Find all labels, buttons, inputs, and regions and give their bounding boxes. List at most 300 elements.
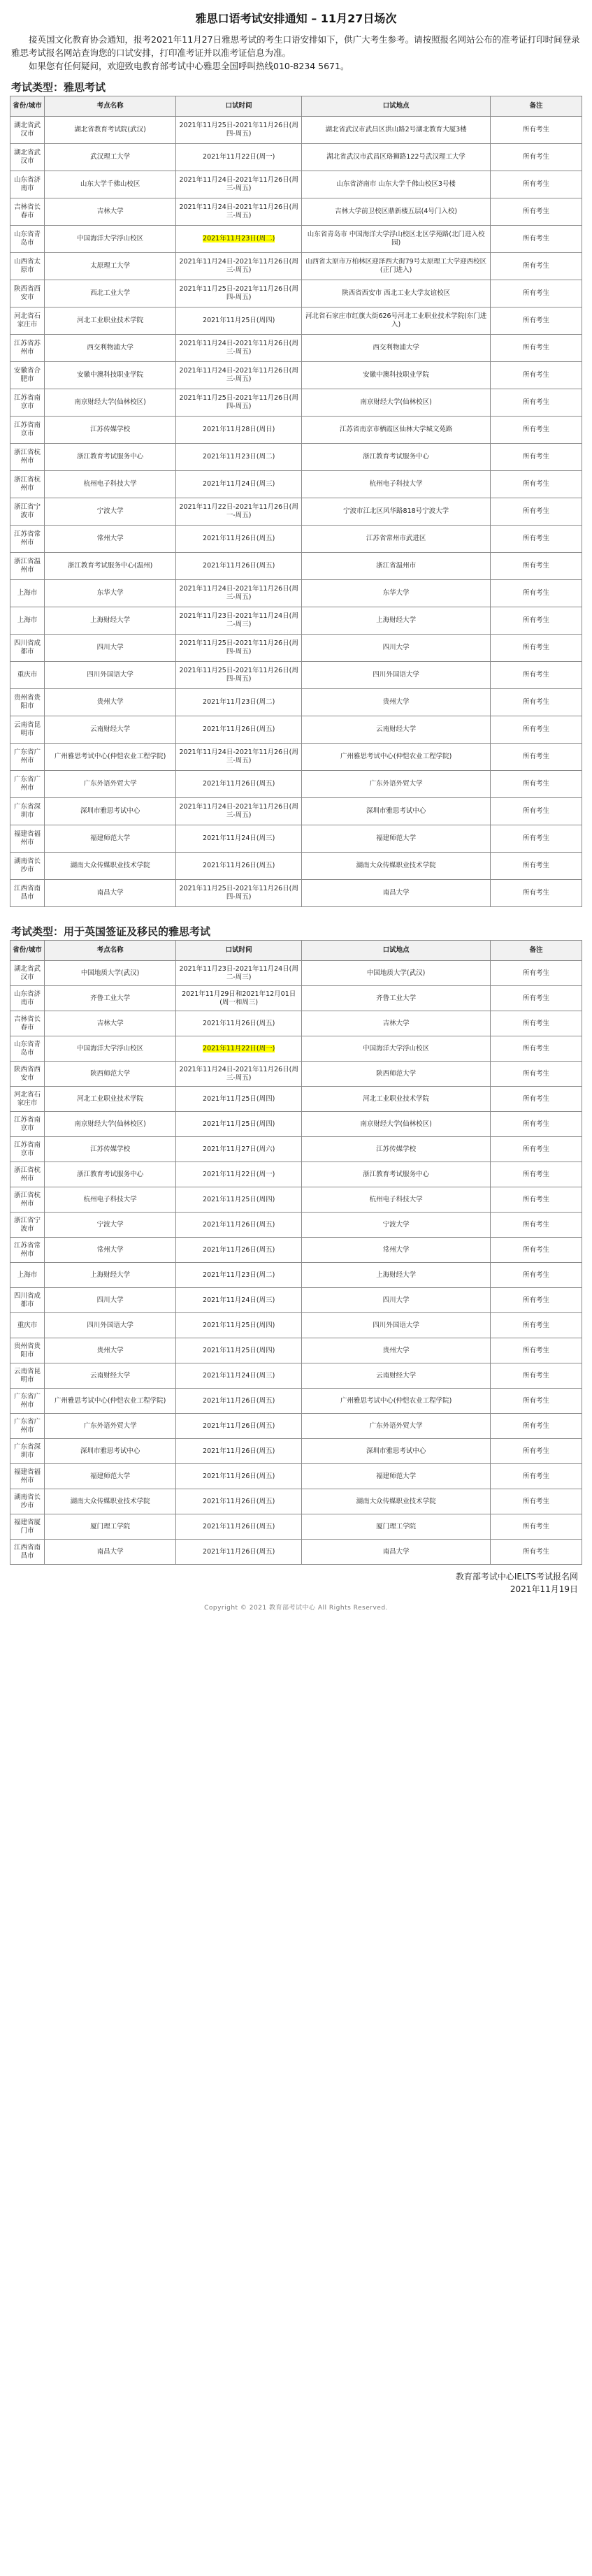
table-row xyxy=(10,825,582,853)
cell-venue: 厦门理工学院 xyxy=(45,1514,176,1540)
cell-venue: 太原理工大学 xyxy=(45,253,176,280)
table-body-ielts xyxy=(10,117,582,907)
cell-date: 2021年11月25日(周四) xyxy=(176,1313,302,1338)
table-row xyxy=(10,417,582,444)
cell-note: 所有考生 xyxy=(491,825,582,853)
cell-city: 上海市 xyxy=(10,1263,45,1288)
cell-note: 所有考生 xyxy=(491,1389,582,1414)
cell-date: 2021年11月24日-2021年11月26日(周三-周五) xyxy=(176,198,302,226)
cell-venue: 福建师范大学 xyxy=(45,1464,176,1489)
table-row xyxy=(10,853,582,880)
cell-venue: 广东外语外贸大学 xyxy=(45,1414,176,1439)
cell-note: 所有考生 xyxy=(491,1313,582,1338)
cell-date: 2021年11月25日-2021年11月26日(周四-周五) xyxy=(176,662,302,689)
cell-city: 江西省南昌市 xyxy=(10,880,45,907)
cell-note: 所有考生 xyxy=(491,1288,582,1313)
cell-date: 2021年11月25日-2021年11月26日(周四-周五) xyxy=(176,280,302,307)
cell-city: 山东省济南市 xyxy=(10,171,45,198)
cell-city: 浙江省杭州市 xyxy=(10,1162,45,1187)
table-row xyxy=(10,307,582,335)
cell-date: 2021年11月26日(周五) xyxy=(176,1540,302,1565)
cell-note: 所有考生 xyxy=(491,362,582,389)
table-row xyxy=(10,1313,582,1338)
cell-address: 深圳市雅思考试中心 xyxy=(302,1439,491,1464)
cell-address: 南京财经大学(仙林校区) xyxy=(302,1112,491,1137)
cell-note: 所有考生 xyxy=(491,716,582,744)
table-row xyxy=(10,716,582,744)
cell-date: 2021年11月26日(周五) xyxy=(176,771,302,798)
cell-address: 湖南大众传媒职业技术学院 xyxy=(302,853,491,880)
cell-address: 杭州电子科技大学 xyxy=(302,471,491,498)
cell-address: 四川大学 xyxy=(302,635,491,662)
header-city: 省份/城市 xyxy=(10,941,45,961)
cell-city: 山东省青岛市 xyxy=(10,226,45,253)
cell-city: 上海市 xyxy=(10,607,45,635)
cell-note: 所有考生 xyxy=(491,961,582,986)
table-row xyxy=(10,1087,582,1112)
cell-city: 湖北省武汉市 xyxy=(10,144,45,171)
cell-address: 杭州电子科技大学 xyxy=(302,1187,491,1213)
table-row xyxy=(10,662,582,689)
cell-date: 2021年11月25日-2021年11月26日(周四-周五) xyxy=(176,880,302,907)
cell-city: 云南省昆明市 xyxy=(10,1363,45,1389)
cell-city: 湖北省武汉市 xyxy=(10,961,45,986)
cell-note: 所有考生 xyxy=(491,1011,582,1036)
cell-venue: 吉林大学 xyxy=(45,198,176,226)
cell-note: 所有考生 xyxy=(491,880,582,907)
cell-venue: 东华大学 xyxy=(45,580,176,607)
table-row xyxy=(10,1011,582,1036)
table-row xyxy=(10,471,582,498)
table-row xyxy=(10,744,582,771)
highlighted-date: 2021年11月23日(周二) xyxy=(203,235,275,243)
cell-date: 2021年11月26日(周五) xyxy=(176,1514,302,1540)
cell-note: 所有考生 xyxy=(491,635,582,662)
table-row xyxy=(10,880,582,907)
cell-note: 所有考生 xyxy=(491,498,582,526)
cell-note: 所有考生 xyxy=(491,1338,582,1363)
cell-note: 所有考生 xyxy=(491,1187,582,1213)
cell-date: 2021年11月25日(周四) xyxy=(176,1338,302,1363)
table-row xyxy=(10,635,582,662)
cell-note: 所有考生 xyxy=(491,1162,582,1187)
cell-date xyxy=(176,226,302,253)
table-row xyxy=(10,526,582,553)
schedule-table-ukvi xyxy=(10,940,582,1565)
cell-venue: 贵州大学 xyxy=(45,689,176,716)
table-row xyxy=(10,1540,582,1565)
cell-venue: 广州雅思考试中心(仲恺农业工程学院) xyxy=(45,744,176,771)
table-row xyxy=(10,171,582,198)
cell-address: 贵州大学 xyxy=(302,1338,491,1363)
cell-address: 浙江省温州市 xyxy=(302,553,491,580)
cell-city: 山西省太原市 xyxy=(10,253,45,280)
cell-address: 浙江教育考试服务中心 xyxy=(302,444,491,471)
cell-note: 所有考生 xyxy=(491,1137,582,1162)
cell-date: 2021年11月26日(周五) xyxy=(176,1439,302,1464)
cell-venue: 南昌大学 xyxy=(45,1540,176,1565)
cell-city: 广东省深圳市 xyxy=(10,1439,45,1464)
cell-note: 所有考生 xyxy=(491,253,582,280)
cell-address: 广东外语外贸大学 xyxy=(302,1414,491,1439)
cell-city: 湖南省长沙市 xyxy=(10,853,45,880)
cell-note: 所有考生 xyxy=(491,417,582,444)
table-row xyxy=(10,553,582,580)
cell-city: 江苏省南京市 xyxy=(10,1112,45,1137)
table-row xyxy=(10,253,582,280)
table-row xyxy=(10,689,582,716)
cell-venue: 西北工业大学 xyxy=(45,280,176,307)
cell-note: 所有考生 xyxy=(491,662,582,689)
cell-note: 所有考生 xyxy=(491,1414,582,1439)
cell-note: 所有考生 xyxy=(491,1363,582,1389)
cell-address: 中国海洋大学浮山校区 xyxy=(302,1036,491,1062)
cell-note: 所有考生 xyxy=(491,171,582,198)
cell-city: 云南省昆明市 xyxy=(10,716,45,744)
cell-note: 所有考生 xyxy=(491,280,582,307)
cell-note: 所有考生 xyxy=(491,553,582,580)
table-row xyxy=(10,771,582,798)
cell-date: 2021年11月24日(周三) xyxy=(176,825,302,853)
cell-venue: 湖北省教育考试院(武汉) xyxy=(45,117,176,144)
cell-venue: 河北工业职业技术学院 xyxy=(45,1087,176,1112)
cell-venue: 吉林大学 xyxy=(45,1011,176,1036)
cell-venue: 云南财经大学 xyxy=(45,716,176,744)
cell-address: 福建师范大学 xyxy=(302,825,491,853)
table-row xyxy=(10,117,582,144)
cell-address: 福建师范大学 xyxy=(302,1464,491,1489)
table-row xyxy=(10,580,582,607)
cell-date: 2021年11月26日(周五) xyxy=(176,1238,302,1263)
table-header-row xyxy=(10,941,582,961)
cell-note: 所有考生 xyxy=(491,1062,582,1087)
cell-date: 2021年11月24日(周三) xyxy=(176,1288,302,1313)
cell-note: 所有考生 xyxy=(491,986,582,1011)
cell-note: 所有考生 xyxy=(491,771,582,798)
cell-note: 所有考生 xyxy=(491,117,582,144)
cell-city: 重庆市 xyxy=(10,662,45,689)
cell-city: 陕西省西安市 xyxy=(10,1062,45,1087)
table-row xyxy=(10,1514,582,1540)
cell-city: 吉林省长春市 xyxy=(10,198,45,226)
cell-city: 湖北省武汉市 xyxy=(10,117,45,144)
footer-signature xyxy=(10,1565,582,1595)
cell-date: 2021年11月23日(周二) xyxy=(176,1263,302,1288)
cell-venue: 四川外国语大学 xyxy=(45,1313,176,1338)
cell-note: 所有考生 xyxy=(491,335,582,362)
cell-date: 2021年11月22日(周一) xyxy=(176,1162,302,1187)
header-address: 口试地点 xyxy=(302,96,491,117)
header-note: 备注 xyxy=(491,941,582,961)
cell-venue: 广东外语外贸大学 xyxy=(45,771,176,798)
cell-city: 四川省成都市 xyxy=(10,1288,45,1313)
cell-address: 四川外国语大学 xyxy=(302,1313,491,1338)
cell-note: 所有考生 xyxy=(491,1514,582,1540)
cell-venue: 南京财经大学(仙林校区) xyxy=(45,1112,176,1137)
cell-address: 宁波大学 xyxy=(302,1213,491,1238)
cell-address: 四川外国语大学 xyxy=(302,662,491,689)
cell-note: 所有考生 xyxy=(491,1540,582,1565)
cell-address: 吉林大学 xyxy=(302,1011,491,1036)
cell-city: 山东省济南市 xyxy=(10,986,45,1011)
cell-city: 贵州省贵阳市 xyxy=(10,1338,45,1363)
table-row xyxy=(10,280,582,307)
cell-address: 河北工业职业技术学院 xyxy=(302,1087,491,1112)
cell-note: 所有考生 xyxy=(491,1489,582,1514)
header-city: 省份/城市 xyxy=(10,96,45,117)
cell-note: 所有考生 xyxy=(491,689,582,716)
cell-date: 2021年11月26日(周五) xyxy=(176,1414,302,1439)
table-row xyxy=(10,362,582,389)
cell-note: 所有考生 xyxy=(491,1464,582,1489)
cell-note: 所有考生 xyxy=(491,580,582,607)
cell-address: 南京财经大学(仙林校区) xyxy=(302,389,491,417)
cell-address: 南昌大学 xyxy=(302,880,491,907)
table-row xyxy=(10,226,582,253)
table-row xyxy=(10,1263,582,1288)
cell-city: 山东省青岛市 xyxy=(10,1036,45,1062)
cell-venue: 中国地质大学(武汉) xyxy=(45,961,176,986)
cell-address: 湖北省武汉市武昌区洪山路2号湖北教育大厦3楼 xyxy=(302,117,491,144)
cell-address: 上海财经大学 xyxy=(302,607,491,635)
cell-date: 2021年11月26日(周五) xyxy=(176,853,302,880)
cell-address: 南昌大学 xyxy=(302,1540,491,1565)
cell-date: 2021年11月26日(周五) xyxy=(176,553,302,580)
cell-city: 广东省广州市 xyxy=(10,1389,45,1414)
schedule-table-ielts xyxy=(10,96,582,907)
cell-venue: 深圳市雅思考试中心 xyxy=(45,1439,176,1464)
cell-venue: 杭州电子科技大学 xyxy=(45,1187,176,1213)
cell-city: 浙江省温州市 xyxy=(10,553,45,580)
cell-venue: 福建师范大学 xyxy=(45,825,176,853)
cell-venue: 四川大学 xyxy=(45,635,176,662)
cell-venue: 南昌大学 xyxy=(45,880,176,907)
cell-note: 所有考生 xyxy=(491,526,582,553)
cell-address: 安徽中澳科技职业学院 xyxy=(302,362,491,389)
table-row xyxy=(10,1338,582,1363)
cell-note: 所有考生 xyxy=(491,307,582,335)
cell-note: 所有考生 xyxy=(491,1263,582,1288)
cell-city: 上海市 xyxy=(10,580,45,607)
cell-venue: 宁波大学 xyxy=(45,1213,176,1238)
cell-note: 所有考生 xyxy=(491,198,582,226)
section-title-ielts: 考试类型：雅思考试 xyxy=(11,81,106,94)
cell-note: 所有考生 xyxy=(491,798,582,825)
table-row xyxy=(10,144,582,171)
cell-note: 所有考生 xyxy=(491,853,582,880)
cell-city: 广东省广州市 xyxy=(10,771,45,798)
cell-city: 江苏省常州市 xyxy=(10,1238,45,1263)
cell-address: 西交利物浦大学 xyxy=(302,335,491,362)
cell-note: 所有考生 xyxy=(491,144,582,171)
cell-date: 2021年11月23日(周二) xyxy=(176,689,302,716)
cell-venue: 云南财经大学 xyxy=(45,1363,176,1389)
cell-city: 安徽省合肥市 xyxy=(10,362,45,389)
cell-date: 2021年11月26日(周五) xyxy=(176,716,302,744)
cell-city: 浙江省宁波市 xyxy=(10,498,45,526)
cell-address: 湖北省武汉市武昌区珞狮路122号武汉理工大学 xyxy=(302,144,491,171)
cell-venue: 四川外国语大学 xyxy=(45,662,176,689)
cell-venue: 宁波大学 xyxy=(45,498,176,526)
cell-date: 2021年11月24日-2021年11月26日(周三-周五) xyxy=(176,362,302,389)
cell-date xyxy=(176,1036,302,1062)
cell-address: 陕西师范大学 xyxy=(302,1062,491,1087)
cell-address: 齐鲁工业大学 xyxy=(302,986,491,1011)
table-row xyxy=(10,1062,582,1087)
cell-city: 浙江省杭州市 xyxy=(10,444,45,471)
header-date: 口试时间 xyxy=(176,96,302,117)
cell-note: 所有考生 xyxy=(491,226,582,253)
header-date: 口试时间 xyxy=(176,941,302,961)
cell-city: 重庆市 xyxy=(10,1313,45,1338)
cell-date: 2021年11月26日(周五) xyxy=(176,526,302,553)
table-row xyxy=(10,1112,582,1137)
table-row xyxy=(10,986,582,1011)
cell-date: 2021年11月24日-2021年11月26日(周三-周五) xyxy=(176,1062,302,1087)
cell-note: 所有考生 xyxy=(491,1439,582,1464)
cell-note: 所有考生 xyxy=(491,1087,582,1112)
cell-address: 四川大学 xyxy=(302,1288,491,1313)
section-title-ukvi: 考试类型：用于英国签证及移民的雅思考试 xyxy=(11,925,211,938)
table-row xyxy=(10,335,582,362)
cell-venue: 河北工业职业技术学院 xyxy=(45,307,176,335)
cell-date: 2021年11月25日(周四) xyxy=(176,1087,302,1112)
cell-venue: 南京财经大学(仙林校区) xyxy=(45,389,176,417)
cell-venue: 武汉理工大学 xyxy=(45,144,176,171)
cell-date: 2021年11月24日-2021年11月26日(周三-周五) xyxy=(176,335,302,362)
cell-venue: 上海财经大学 xyxy=(45,1263,176,1288)
table-row xyxy=(10,1137,582,1162)
cell-date: 2021年11月27日(周六) xyxy=(176,1137,302,1162)
cell-city: 福建省厦门市 xyxy=(10,1514,45,1540)
header-address: 口试地点 xyxy=(302,941,491,961)
cell-address: 上海财经大学 xyxy=(302,1263,491,1288)
cell-venue: 江苏传媒学校 xyxy=(45,1137,176,1162)
table-row xyxy=(10,198,582,226)
footer-date: 2021年11月19日 xyxy=(510,1584,578,1594)
cell-date: 2021年11月25日(周四) xyxy=(176,1112,302,1137)
cell-venue: 中国海洋大学浮山校区 xyxy=(45,226,176,253)
cell-address: 中国地质大学(武汉) xyxy=(302,961,491,986)
cell-venue: 常州大学 xyxy=(45,1238,176,1263)
cell-venue: 浙江教育考试服务中心(温州) xyxy=(45,553,176,580)
copyright: Copyright © 2021 教育部考试中心 All Rights Reserved. xyxy=(204,1605,388,1612)
cell-venue: 广州雅思考试中心(仲恺农业工程学院) xyxy=(45,1389,176,1414)
cell-city: 江苏省苏州市 xyxy=(10,335,45,362)
cell-date: 2021年11月23日(周二) xyxy=(176,444,302,471)
cell-venue: 陕西师范大学 xyxy=(45,1062,176,1087)
cell-city: 江苏省南京市 xyxy=(10,417,45,444)
header-note: 备注 xyxy=(491,96,582,117)
cell-city: 陕西省西安市 xyxy=(10,280,45,307)
cell-city: 浙江省宁波市 xyxy=(10,1213,45,1238)
cell-city: 广东省广州市 xyxy=(10,1414,45,1439)
cell-date: 2021年11月23日-2021年11月24日(周二-周三) xyxy=(176,961,302,986)
cell-venue: 四川大学 xyxy=(45,1288,176,1313)
table-header-row xyxy=(10,96,582,117)
cell-address: 广东外语外贸大学 xyxy=(302,771,491,798)
cell-city: 江苏省常州市 xyxy=(10,526,45,553)
table-row xyxy=(10,1213,582,1238)
cell-note: 所有考生 xyxy=(491,1238,582,1263)
table-row xyxy=(10,444,582,471)
cell-date: 2021年11月24日-2021年11月26日(周三-周五) xyxy=(176,171,302,198)
cell-note: 所有考生 xyxy=(491,471,582,498)
table-row xyxy=(10,798,582,825)
cell-address: 山东省青岛市 中国海洋大学浮山校区北区学苑路(北门进入校园) xyxy=(302,226,491,253)
cell-city: 福建省福州市 xyxy=(10,825,45,853)
cell-venue: 齐鲁工业大学 xyxy=(45,986,176,1011)
cell-city: 江西省南昌市 xyxy=(10,1540,45,1565)
cell-venue: 山东大学千佛山校区 xyxy=(45,171,176,198)
cell-address: 深圳市雅思考试中心 xyxy=(302,798,491,825)
cell-date: 2021年11月26日(周五) xyxy=(176,1389,302,1414)
header-venue: 考点名称 xyxy=(45,96,176,117)
cell-address: 贵州大学 xyxy=(302,689,491,716)
cell-address: 陕西省西安市 西北工业大学友谊校区 xyxy=(302,280,491,307)
cell-venue: 湖南大众传媒职业技术学院 xyxy=(45,853,176,880)
highlighted-date: 2021年11月22日(周一) xyxy=(203,1044,275,1052)
cell-date: 2021年11月29日和2021年12月01日(周一和周三) xyxy=(176,986,302,1011)
header-venue: 考点名称 xyxy=(45,941,176,961)
table-row xyxy=(10,607,582,635)
cell-address: 广州雅思考试中心(仲恺农业工程学院) xyxy=(302,1389,491,1414)
cell-date: 2021年11月24日(周三) xyxy=(176,471,302,498)
table-row xyxy=(10,1187,582,1213)
cell-city: 福建省福州市 xyxy=(10,1464,45,1489)
cell-city: 广东省深圳市 xyxy=(10,798,45,825)
intro-contact: 如果您有任何疑问，欢迎致电教育部考试中心雅思全国呼叫热线010-8234 5671。 xyxy=(29,61,349,71)
cell-address: 江苏省常州市武进区 xyxy=(302,526,491,553)
cell-date: 2021年11月24日-2021年11月26日(周三-周五) xyxy=(176,253,302,280)
page-title: 雅思口语考试安排通知 – 11月27日场次 xyxy=(195,12,397,25)
cell-city: 江苏省南京市 xyxy=(10,389,45,417)
intro-paragraph: 接英国文化教育协会通知，报考2021年11月27日雅思考试的考生口语安排如下，供广大考生参考。请按照报名网站公布的准考证打印时间登录雅思考试报名网站查询您的口试安排，打印准考证并以准考证信息为准。 xyxy=(11,34,580,58)
cell-city: 四川省成都市 xyxy=(10,635,45,662)
cell-date: 2021年11月25日(周四) xyxy=(176,307,302,335)
cell-city: 广东省广州市 xyxy=(10,744,45,771)
cell-venue: 杭州电子科技大学 xyxy=(45,471,176,498)
cell-city: 浙江省杭州市 xyxy=(10,471,45,498)
table-row xyxy=(10,1389,582,1414)
cell-address: 江苏省南京市栖霞区仙林大学城文苑路 xyxy=(302,417,491,444)
cell-date: 2021年11月26日(周五) xyxy=(176,1213,302,1238)
cell-note: 所有考生 xyxy=(491,1112,582,1137)
cell-date: 2021年11月28日(周日) xyxy=(176,417,302,444)
cell-date: 2021年11月26日(周五) xyxy=(176,1011,302,1036)
cell-date: 2021年11月25日-2021年11月26日(周四-周五) xyxy=(176,635,302,662)
cell-address: 广州雅思考试中心(仲恺农业工程学院) xyxy=(302,744,491,771)
cell-date: 2021年11月26日(周五) xyxy=(176,1489,302,1514)
cell-venue: 江苏传媒学校 xyxy=(45,417,176,444)
cell-note: 所有考生 xyxy=(491,744,582,771)
cell-date: 2021年11月24日-2021年11月26日(周三-周五) xyxy=(176,580,302,607)
cell-venue: 安徽中澳科技职业学院 xyxy=(45,362,176,389)
table-row xyxy=(10,1288,582,1313)
table-row xyxy=(10,1036,582,1062)
cell-note: 所有考生 xyxy=(491,1036,582,1062)
cell-address: 宁波市江北区风华路818号宁波大学 xyxy=(302,498,491,526)
cell-address: 云南财经大学 xyxy=(302,1363,491,1389)
table-row xyxy=(10,498,582,526)
table-row xyxy=(10,961,582,986)
table-row xyxy=(10,1464,582,1489)
cell-address: 常州大学 xyxy=(302,1238,491,1263)
cell-address: 吉林大学前卫校区鼎新楼五层(4号门入校) xyxy=(302,198,491,226)
cell-city: 江苏省南京市 xyxy=(10,1137,45,1162)
cell-date: 2021年11月25日-2021年11月26日(周四-周五) xyxy=(176,389,302,417)
cell-note: 所有考生 xyxy=(491,444,582,471)
